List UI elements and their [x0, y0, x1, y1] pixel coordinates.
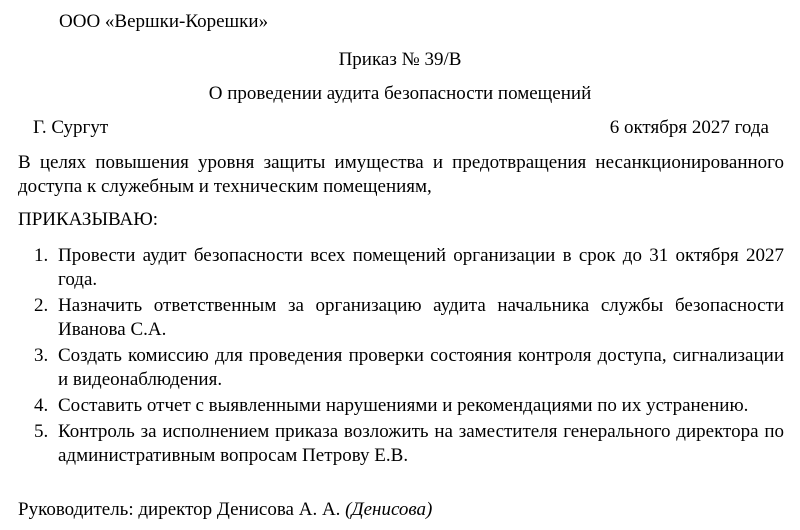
order-item-number: 5.	[34, 421, 49, 442]
order-items-list	[34, 244, 784, 470]
order-item-number: 2.	[34, 295, 49, 316]
order-city: Г. Сургут	[33, 117, 109, 138]
order-item	[34, 344, 784, 392]
preamble-text: В целях повышения уровня защиты имущества и предотвращения несанкционированного доступа к служебным и техническим помещениям,	[18, 152, 784, 197]
order-title: О проведении аудита безопасности помещений	[208, 83, 592, 104]
order-word: ПРИКАЗЫВАЮ:	[18, 209, 159, 230]
order-item	[34, 394, 784, 418]
order-item-number: 4.	[34, 395, 49, 416]
order-item	[34, 294, 784, 342]
order-item-number: 3.	[34, 345, 49, 366]
order-item-text: Контроль за исполнением приказа возложить на заместителя генерального директора по административным вопросам Петрову Е.В.	[58, 421, 784, 466]
order-item-text: Назначить ответственным за организацию аудита начальника службы безопасности Иванова С.А.	[58, 295, 784, 340]
order-date: 6 октября 2027 года	[609, 117, 769, 138]
signature-line	[18, 498, 432, 521]
order-item	[34, 244, 784, 292]
order-item-text: Создать комиссию для проведения проверки состояния контроля доступа, сигнализации и видеонаблюдения.	[58, 345, 784, 390]
order-item-text: Провести аудит безопасности всех помещений организации в срок до 31 октября 2027 года.	[58, 245, 784, 290]
order-item-text: Составить отчет с выявленными нарушениями и рекомендациями по их устранению.	[58, 395, 749, 416]
order-number: Приказ № 39/В	[338, 49, 462, 70]
order-item-number: 1.	[34, 245, 49, 266]
order-item	[34, 420, 784, 468]
company-name: ООО «Вершки-Корешки»	[59, 11, 269, 32]
handwritten-signature: (Денисова)	[345, 499, 433, 520]
signer-text: Руководитель: директор Денисова А. А.	[18, 499, 341, 520]
